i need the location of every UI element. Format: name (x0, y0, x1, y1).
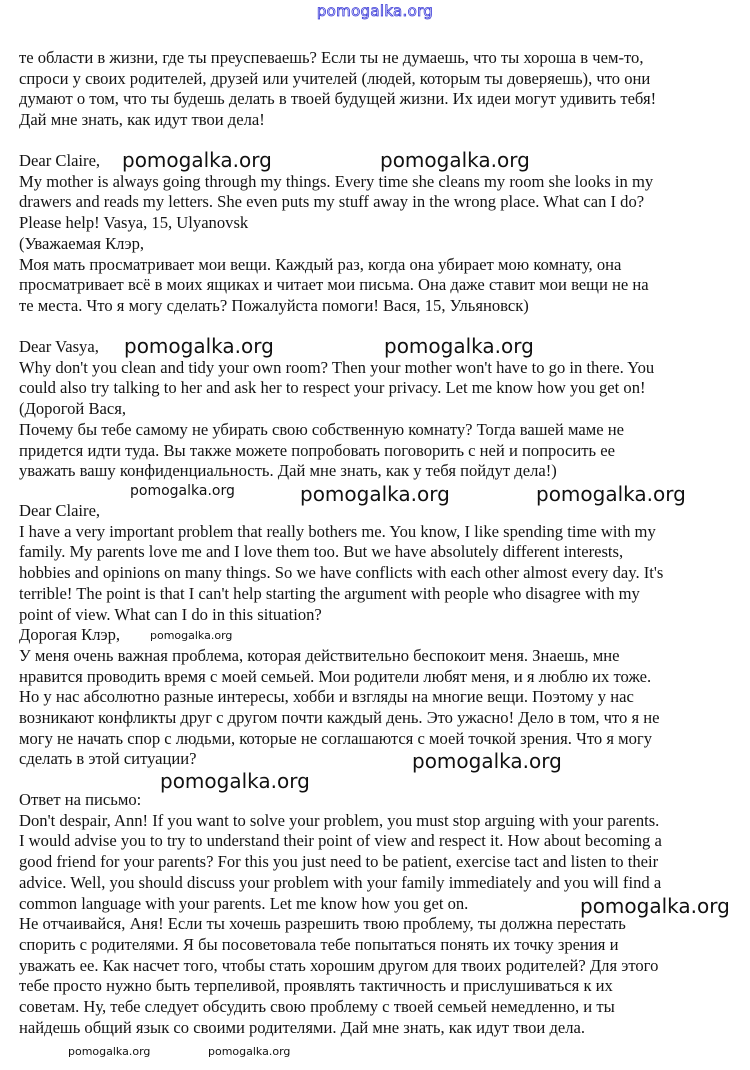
text-line: Dear Claire, (19, 151, 101, 170)
text-line: common language with your parents. Let me know how you get on. (19, 893, 469, 913)
text-line: hobbies and opinions on many things. So we have conflicts with each other almost every day. It's (19, 563, 664, 583)
watermark: pomogalka.org (150, 629, 233, 642)
watermark: pomogalka.org (160, 769, 310, 793)
text-line: I would advise you to try to understand their point of view and respect it. How about becoming a (19, 831, 662, 851)
text-line: Почему бы тебе самому не убирать свою собственную комнату? Тогда вашей маме не (19, 419, 624, 439)
text-line: те области в жизни, где ты преуспеваешь? Если ты не думаешь, что ты хороша в чем-то, (19, 48, 644, 67)
watermark: pomogalka.org (130, 483, 235, 499)
text-line: Но у нас абсолютно разные интересы, хобби и взгляды на многие вещи. Поэтому у нас (19, 687, 634, 707)
watermark: pomogalka.org (536, 482, 686, 506)
text-line: уважать ее. Как насчет того, чтобы стать хорошим другом для твоих родителей? Для этого (19, 955, 659, 975)
reply-ann (19, 790, 662, 1038)
text-line: найдешь общий язык со своими родителями. Дай мне знать, как идут твои дела. (19, 1017, 586, 1037)
text-line: У меня очень важная проблема, которая действительно беспокоит меня. Знаешь, мне (19, 645, 620, 665)
text-line: Please help! Vasya, 15, Ulyanovsk (19, 213, 249, 233)
text-line: (Дорогой Вася, (19, 399, 127, 419)
text-line: Dear Claire, (19, 501, 101, 520)
letter-ann (19, 501, 664, 773)
text-line: terrible! The point is that I can't help starting the argument with people who disagree with my (19, 583, 640, 603)
header-watermark: pomogalka.org (316, 2, 434, 20)
letter-vasya (19, 148, 654, 317)
paragraph-closing-advice (19, 48, 656, 131)
watermark: pomogalka.org (208, 1045, 291, 1058)
text-line: could also try talking to her and ask her to respect your privacy. Let me know how you get on! (19, 378, 646, 398)
text-line: point of view. What can I do in this situation? (19, 604, 322, 624)
text-line: тебе просто нужно быть терпеливой, проявлять тактичность и прислушиваться к их (19, 976, 613, 996)
text-line: советам. Ну, тебе следует обсудить свою проблему с твоей семьей немедленно, и ты (19, 997, 615, 1017)
text-line: возникают конфликты друг с другом почти каждый день. Это ужасно! Дело в том, что я не (19, 708, 660, 728)
watermark: pomogalka.org (580, 894, 730, 918)
text-line: (Уважаемая Клэр, (19, 233, 145, 253)
watermark: pomogalka.org (68, 1045, 151, 1058)
text-line: сделать в этой ситуации? (19, 749, 197, 769)
text-line: Why don't you clean and tidy your own room? Then your mother won't have to go in there. You (19, 357, 655, 377)
text-line: Ответ на письмо: (19, 790, 142, 809)
text-line: Дорогая Клэр, (19, 625, 121, 645)
watermark: pomogalka.org (412, 749, 562, 773)
text-line: могу не начать спор с людьми, которые не соглашаются с моей точкой зрения. Что я могу (19, 728, 653, 748)
text-line: Dear Vasya, (19, 337, 99, 356)
watermark: pomogalka.org (384, 334, 534, 358)
text-line: Моя мать просматривает мои вещи. Каждый раз, когда она убирает мою комнату, она (19, 254, 622, 274)
text-line: те места. Что я могу сделать? Пожалуйста помоги! Вася, 15, Ульяновск) (19, 295, 529, 315)
watermark: pomogalka.org (380, 148, 530, 172)
text-line: Не отчаивайся, Аня! Если ты хочешь разрешить твою проблему, ты должна перестать (19, 914, 626, 934)
text-line: спорить с родителями. Я бы посоветовала тебе попытаться понять их точку зрения и (19, 934, 619, 954)
watermark: pomogalka.org (122, 148, 272, 172)
text-line: Don't despair, Ann! If you want to solve your problem, you must stop arguing with your parents. (19, 810, 660, 830)
text-line: спроси у своих родителей, друзей или учителей (людей, которым ты доверяешь), что они (19, 68, 651, 88)
text-line: просматривает всё в моих ящиках и читает мои письма. Она даже ставит мои вещи не на (19, 275, 649, 295)
text-line: good friend for your parents? For this you just need to be patient, exercise tact and listen to their (19, 852, 659, 872)
text-line: уважать вашу конфиденциальность. Дай мне знать, как у тебя пойдут дела!) (19, 461, 557, 481)
text-line: My mother is always going through my things. Every time she cleans my room she looks in my (19, 171, 654, 191)
text-line: думают о том, что ты будешь делать в твоей будущей жизни. Их идеи могут удивить тебя! (19, 89, 657, 109)
text-line: family. My parents love me and I love them too. But we have absolutely different interests, (19, 542, 624, 562)
text-line: Дай мне знать, как идут твои дела! (19, 110, 265, 130)
watermark: pomogalka.org (124, 334, 274, 358)
text-line: придется идти туда. Вы также можете попробовать поговорить с ней и попросить ее (19, 440, 615, 460)
text-line: I have a very important problem that really bothers me. You know, I like spending time with my (19, 521, 656, 541)
text-line: нравится проводить время с моей семьей. Мои родители любят меня, и я люблю их тоже. (19, 666, 652, 686)
reply-vasya (19, 334, 655, 482)
text-line: drawers and reads my letters. She even puts my stuff away in the wrong place. What can I do? (19, 192, 645, 212)
text-line: advice. Well, you should discuss your problem with your family immediately and you will find a (19, 872, 662, 892)
watermark: pomogalka.org (300, 482, 450, 506)
